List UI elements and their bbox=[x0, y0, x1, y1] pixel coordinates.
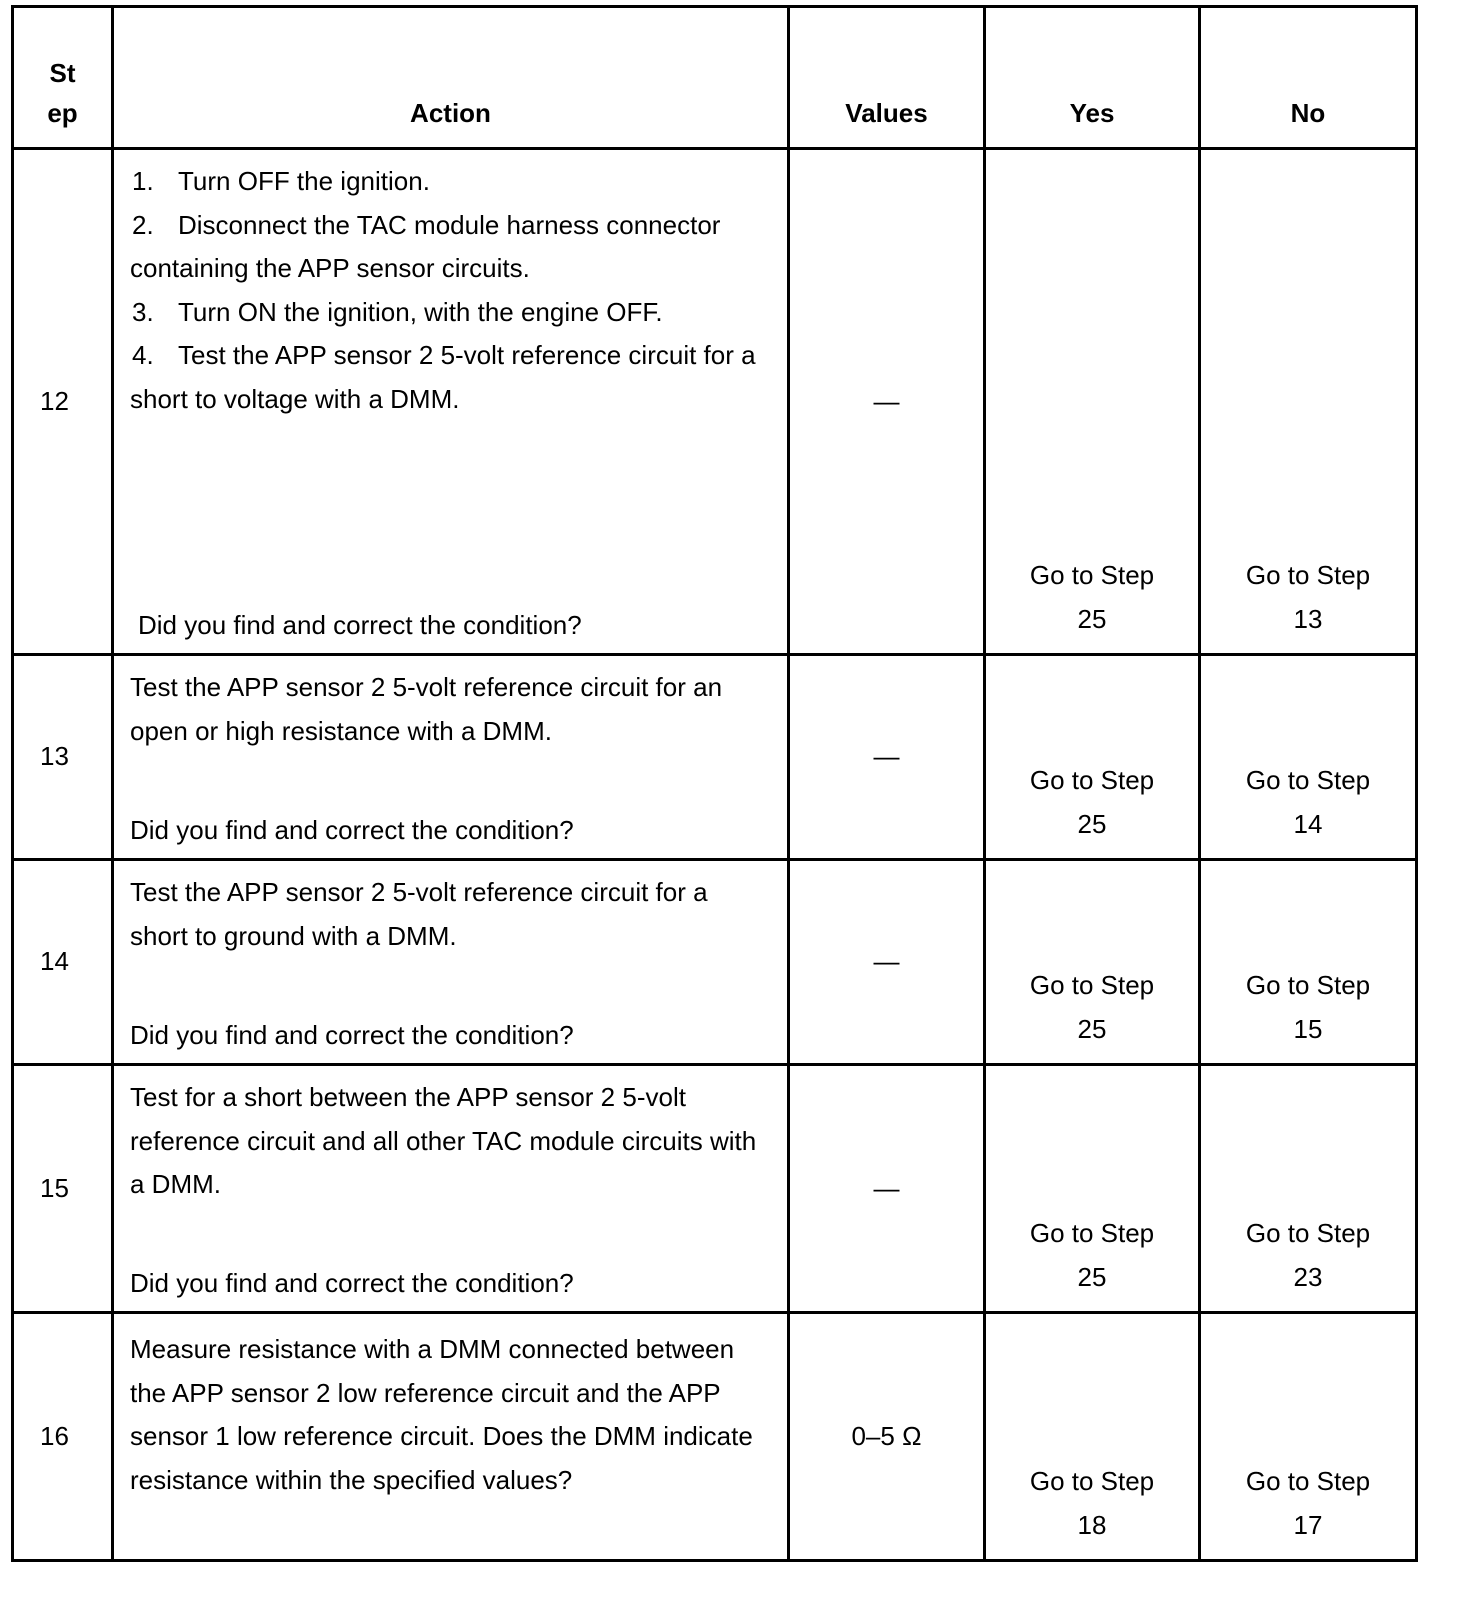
action-cell bbox=[113, 149, 789, 655]
values-cell: — bbox=[789, 860, 985, 1065]
list-item: 1. Turn OFF the ignition. bbox=[132, 166, 430, 196]
no-cell: Go to Step 14 bbox=[1200, 655, 1417, 860]
action-question: Did you find and correct the condition? bbox=[130, 1019, 574, 1050]
no-cell: Go to Step 17 bbox=[1200, 1313, 1417, 1561]
list-item: 3. Turn ON the ignition, with the engine OFF. bbox=[132, 296, 663, 327]
yes-cell: Go to Step 25 bbox=[985, 149, 1200, 655]
no-cell: Go to Step 23 bbox=[1200, 1065, 1417, 1313]
action-question: Did you find and correct the condition? bbox=[138, 609, 582, 640]
action-cell bbox=[113, 1065, 789, 1313]
step-number: 14 bbox=[13, 860, 113, 1065]
step-number: 16 bbox=[13, 1313, 113, 1561]
table-row bbox=[13, 860, 1417, 1065]
header-step-line1: St bbox=[49, 58, 76, 88]
action-cell bbox=[113, 860, 789, 1065]
header-step bbox=[13, 7, 113, 149]
header-no: No bbox=[1200, 7, 1417, 149]
table-row bbox=[13, 1313, 1417, 1561]
table-row bbox=[13, 1065, 1417, 1313]
action-list bbox=[130, 160, 767, 421]
no-cell: Go to Step 13 bbox=[1200, 149, 1417, 655]
step-number: 13 bbox=[13, 655, 113, 860]
action-text: Test the APP sensor 2 5-volt reference circuit for a short to ground with a DMM. bbox=[130, 877, 708, 951]
header-step-line2: ep bbox=[47, 98, 78, 128]
values-cell: — bbox=[789, 149, 985, 655]
values-cell: — bbox=[789, 1065, 985, 1313]
yes-cell: Go to Step 18 bbox=[985, 1313, 1200, 1561]
step-number: 15 bbox=[13, 1065, 113, 1313]
table-row bbox=[13, 149, 1417, 655]
values-cell: — bbox=[789, 655, 985, 860]
diagnostic-steps-table bbox=[11, 5, 1418, 1562]
action-question: Did you find and correct the condition? bbox=[130, 814, 574, 845]
header-action: Action bbox=[113, 7, 789, 149]
table-row bbox=[13, 655, 1417, 860]
header-yes: Yes bbox=[985, 7, 1200, 149]
action-cell bbox=[113, 1313, 789, 1561]
list-item: 4. Test the APP sensor 2 5-volt reference circuit for a short to voltage with a DMM. bbox=[130, 340, 756, 414]
header-row bbox=[13, 7, 1417, 149]
no-cell: Go to Step 15 bbox=[1200, 860, 1417, 1065]
action-cell bbox=[113, 655, 789, 860]
action-text: Test for a short between the APP sensor 2 5-volt reference circuit and all other TAC module circuits with a DMM. bbox=[130, 1082, 757, 1199]
list-item: 2. Disconnect the TAC module harness connector containing the APP sensor circuits. bbox=[130, 209, 721, 283]
action-question: Did you find and correct the condition? bbox=[130, 1267, 574, 1298]
header-values: Values bbox=[789, 7, 985, 149]
action-text: Measure resistance with a DMM connected between the APP sensor 2 low reference circuit and the APP sensor 1 low reference circuit. Does the DMM indicate resistance within the specified values? bbox=[130, 1334, 753, 1495]
yes-cell: Go to Step 25 bbox=[985, 860, 1200, 1065]
action-text: Test the APP sensor 2 5-volt reference circuit for an open or high resistance with a DMM. bbox=[130, 672, 723, 746]
values-cell: 0–5 Ω bbox=[789, 1313, 985, 1561]
yes-cell: Go to Step 25 bbox=[985, 655, 1200, 860]
step-number: 12 bbox=[13, 149, 113, 655]
yes-cell: Go to Step 25 bbox=[985, 1065, 1200, 1313]
